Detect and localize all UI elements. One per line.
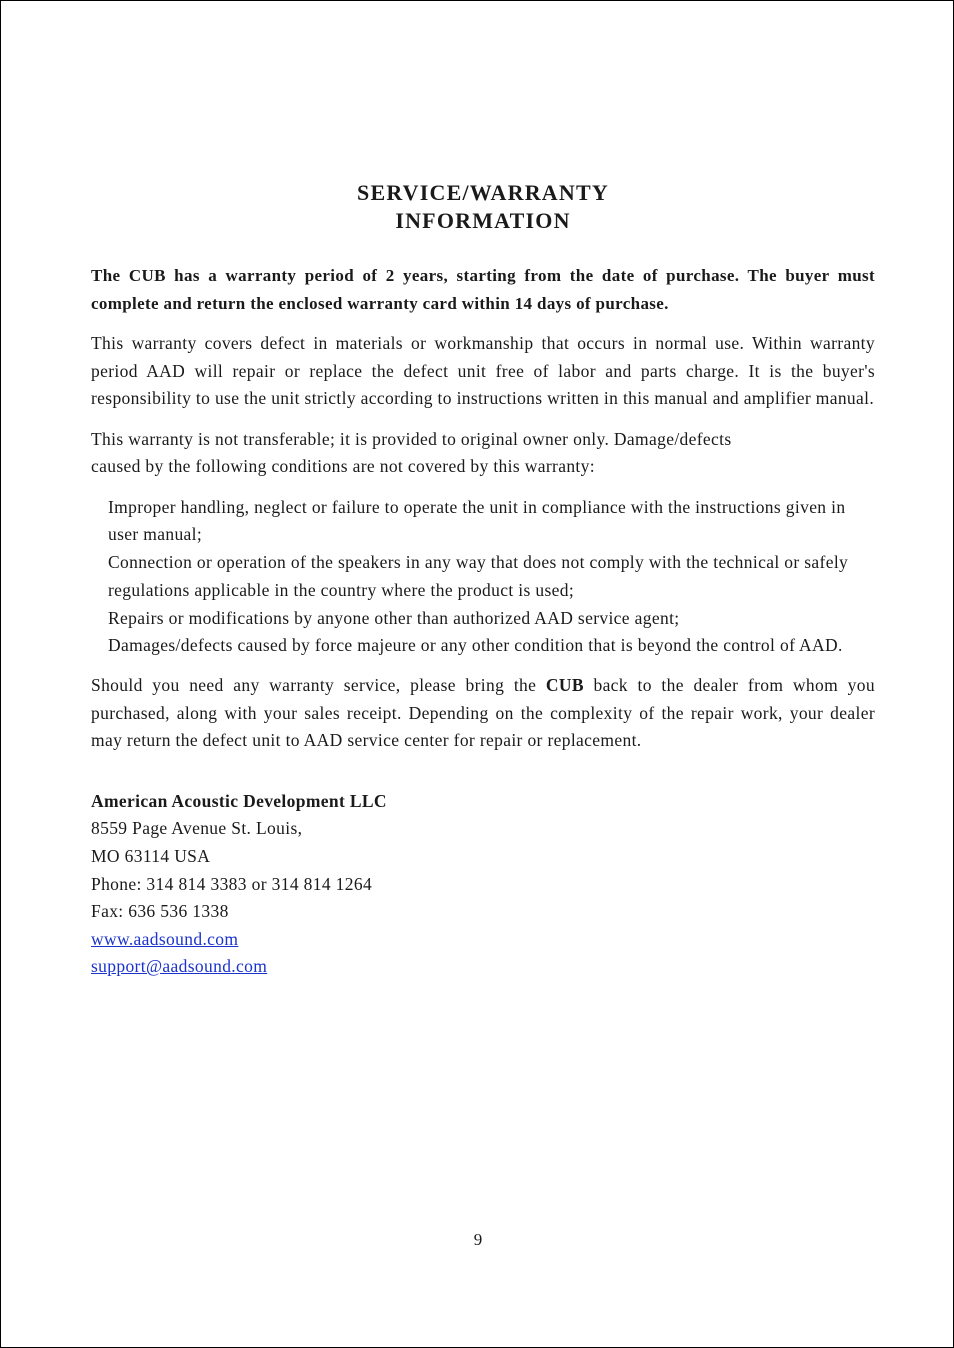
- service-text-after: back to the dealer from whom you purchased, along with your sales receipt. Depending on the complexity of the repair work, your dealer may return the defect unit to AAD service center for repair or replacement.: [91, 675, 875, 751]
- company-fax: Fax: 636 536 1338: [91, 901, 229, 922]
- page-number: 9: [473, 1230, 483, 1249]
- condition-item: Improper handling, neglect or failure to operate the unit in compliance with the instructions given in user manual;: [108, 496, 846, 545]
- company-address-line-1: 8559 Page Avenue St. Louis,: [91, 818, 303, 839]
- product-name: CUB: [545, 675, 584, 696]
- condition-item: Connection or operation of the speakers in any way that does not comply with the technical or safely regulations applicable in the country where the product is used;: [108, 552, 849, 600]
- exclusions-line-1: This warranty is not transferable; it is provided to original owner only. Damage/defects: [91, 428, 732, 449]
- support-email-link[interactable]: support@aadsound.com: [91, 956, 268, 977]
- condition-item: Repairs or modifications by anyone other than authorized AAD service agent;: [108, 607, 680, 628]
- service-paragraph: [91, 672, 875, 755]
- company-phone: Phone: 314 814 3383 or 314 814 1264: [91, 873, 373, 894]
- title-line-1: SERVICE/WARRANTY: [357, 180, 609, 205]
- company-name: American Acoustic Development LLC: [91, 790, 387, 811]
- condition-item: Damages/defects caused by force majeure or any other condition that is beyond the control of AAD.: [108, 635, 843, 656]
- exclusion-conditions-list: [108, 494, 875, 661]
- company-contact-block: [91, 788, 875, 981]
- website-link[interactable]: www.aadsound.com: [91, 928, 239, 949]
- warranty-coverage-paragraph: This warranty covers defect in materials or workmanship that occurs in normal use. Within warranty period AAD will repair or replace the defect unit free of labor and parts charge. It is the buyer's responsibility to use the unit strictly according to instructions written in this manual and amplifier manual.: [91, 333, 875, 408]
- warranty-period-intro: The CUB has a warranty period of 2 years, starting from the date of purchase. The buyer must complete and return the enclosed warranty card within 14 days of purchase.: [91, 266, 875, 313]
- company-address-line-2: MO 63114 USA: [91, 845, 211, 866]
- page-title: [91, 179, 875, 235]
- title-line-2: INFORMATION: [395, 208, 571, 233]
- warranty-exclusions-paragraph: [91, 426, 875, 481]
- page-content: [91, 179, 875, 981]
- exclusions-line-2: caused by the following conditions are not covered by this warranty:: [91, 456, 595, 476]
- service-text-before: Should you need any warranty service, please bring the: [91, 675, 546, 696]
